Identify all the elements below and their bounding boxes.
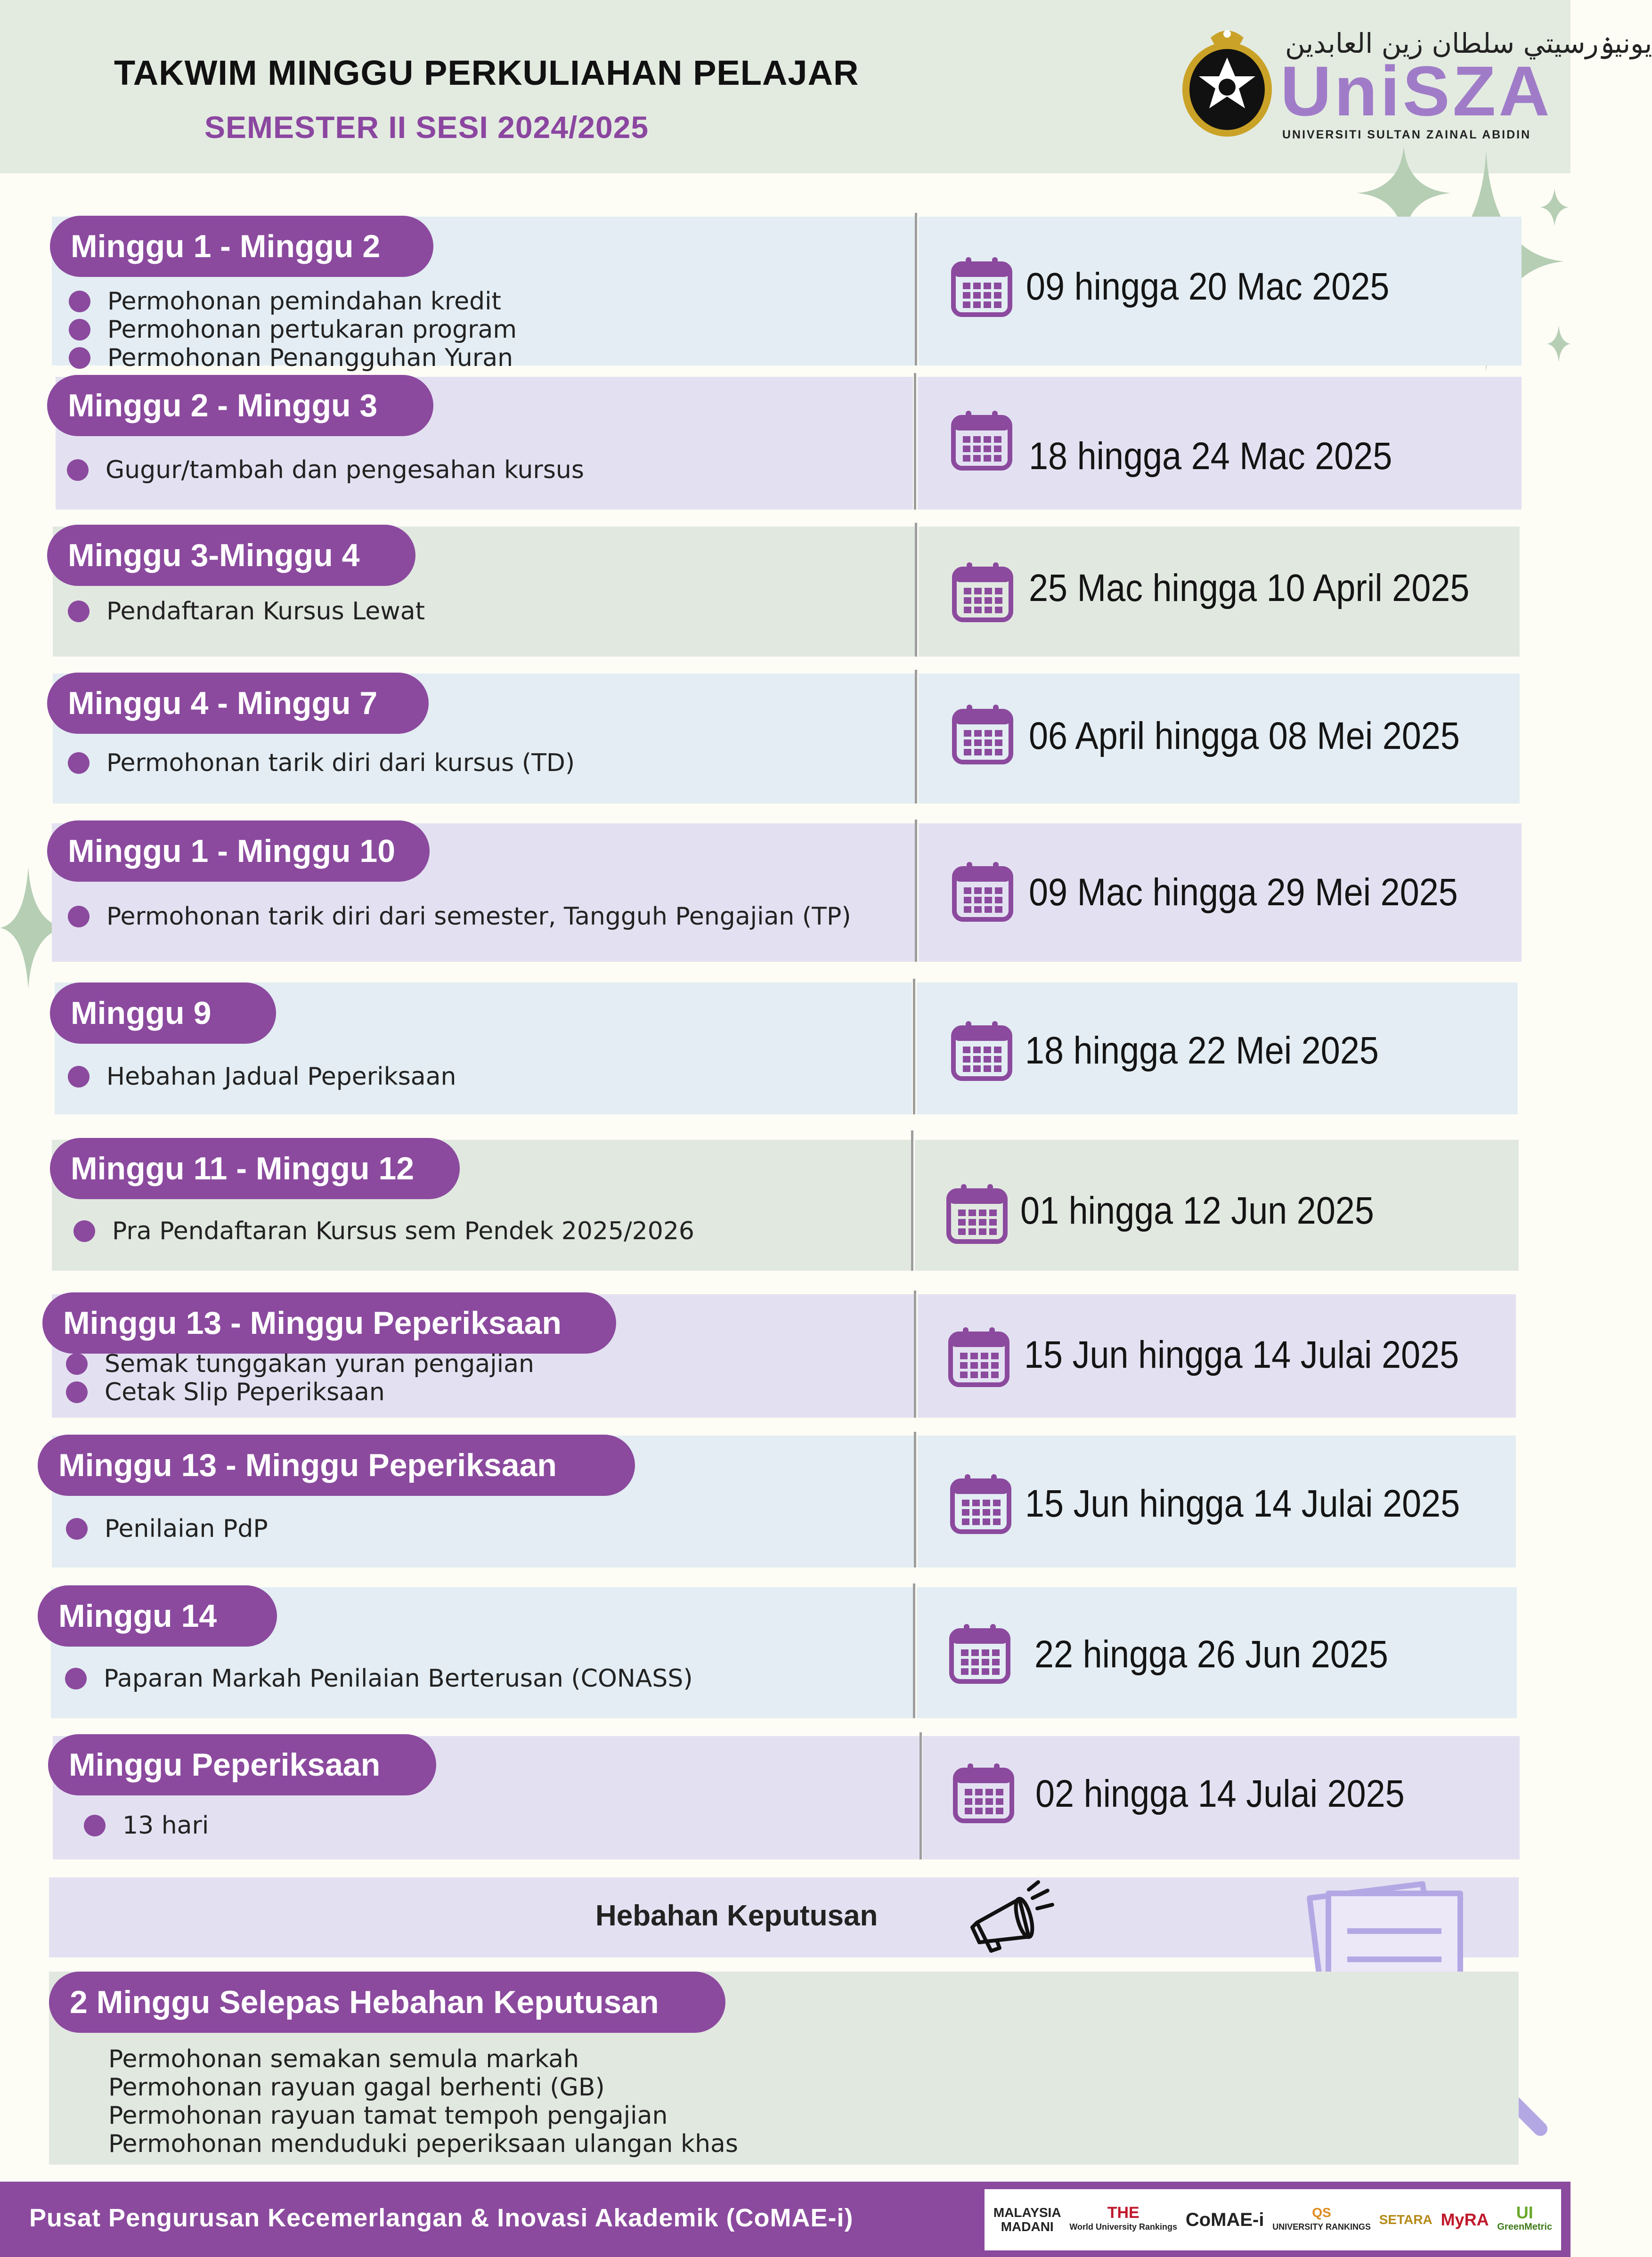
item-list: [108, 2045, 738, 2158]
list-item: Semak tunggakan yuran pengajian: [66, 1350, 534, 1378]
crest-icon: [1178, 24, 1277, 141]
item-list: [69, 287, 517, 372]
schedule-row: [52, 823, 1522, 962]
list-item: Pra Pendaftaran Kursus sem Pendek 2025/2026: [73, 1217, 694, 1245]
bullet-icon: [68, 906, 90, 927]
item-list: [68, 597, 425, 625]
calendar-icon: [950, 408, 1014, 472]
week-pill: 2 Minggu Selepas Hebahan Keputusan: [49, 1972, 725, 2033]
partner-logo: MyRA: [1440, 2210, 1489, 2229]
list-item: Hebahan Jadual Peperiksaan: [68, 1063, 456, 1091]
calendar-icon: [951, 702, 1015, 766]
logo-wordmark: UniSZA: [1280, 51, 1553, 130]
list-item: Cetak Slip Peperiksaan: [66, 1378, 534, 1406]
list-item: Paparan Markah Penilaian Berterusan (CONASS): [65, 1664, 693, 1693]
week-pill: Minggu 1 - Minggu 10: [47, 820, 430, 882]
calendar-icon: [945, 1181, 1009, 1245]
week-pill: Minggu 3-Minggu 4: [47, 525, 415, 586]
bullet-icon: [69, 291, 90, 312]
list-item: Permohonan Penangguhan Yuran: [69, 344, 517, 372]
date-range: 18 hingga 22 Mei 2025: [1025, 1029, 1379, 1072]
list-item: Permohonan semakan semula markah: [108, 2045, 579, 2073]
schedule-row: [52, 1294, 1516, 1418]
item-list: [84, 1811, 209, 1840]
item-list: [66, 1350, 534, 1406]
schedule-row: [53, 527, 1520, 657]
list-item: Penilaian PdP: [66, 1515, 268, 1543]
sparkle-icon: [1547, 325, 1571, 363]
bullet-icon: [68, 752, 90, 774]
week-pill: Minggu 13 - Minggu Peperiksaan: [42, 1292, 616, 1354]
list-item: Permohonan tarik diri dari kursus (TD): [68, 749, 575, 777]
schedule-row: [55, 982, 1518, 1114]
week-pill: Minggu 1 - Minggu 2: [50, 216, 433, 277]
partner-logo: SETARA: [1379, 2212, 1432, 2227]
bullet-icon: [73, 1220, 95, 1242]
megaphone-icon: [958, 1880, 1057, 1956]
item-list: [65, 1664, 693, 1693]
item-list: [68, 902, 851, 931]
list-item: Pendaftaran Kursus Lewat: [68, 597, 425, 625]
logo-fullname: UNIVERSITI SULTAN ZAINAL ABIDIN: [1282, 128, 1531, 141]
calendar-icon: [951, 859, 1015, 923]
item-list: [68, 1063, 456, 1091]
week-pill: Minggu 14: [38, 1585, 277, 1647]
footer: [0, 2182, 1571, 2257]
date-range: 09 Mac hingga 29 Mei 2025: [1029, 871, 1458, 914]
page-subtitle: SEMESTER II SESI 2024/2025: [204, 110, 649, 145]
university-logo: [1178, 19, 1652, 141]
schedule-row: [52, 1140, 1519, 1271]
list-item: Permohonan tarik diri dari semester, Tangguh Pengajian (TP): [68, 902, 851, 931]
partner-logos: [985, 2189, 1561, 2250]
partner-logo: CoMAE-i: [1185, 2209, 1264, 2230]
schedule-row: [52, 1436, 1516, 1567]
schedule-row: [52, 217, 1522, 372]
bullet-icon: [66, 1381, 88, 1403]
partner-logo: MALAYSIA MADANI: [993, 2205, 1061, 2234]
date-range: 18 hingga 24 Mac 2025: [1029, 435, 1392, 478]
week-pill: Minggu 2 - Minggu 3: [47, 375, 433, 436]
partner-logo: QS UNIVERSITY RANKINGS: [1272, 2205, 1371, 2232]
item-list: [67, 456, 584, 484]
item-list: [73, 1217, 694, 1245]
logo-arabic-text: يونيۏرسيتي سلطان زين العابدين: [1285, 27, 1652, 59]
schedule-row: [56, 377, 1522, 510]
schedule-row: [53, 674, 1520, 804]
partner-logo: UI GreenMetric: [1497, 2203, 1553, 2232]
list-item: Permohonan menduduki peperiksaan ulangan khas: [108, 2130, 738, 2158]
item-list: [68, 749, 575, 777]
calendar-icon: [947, 1324, 1011, 1388]
bullet-icon: [66, 1518, 88, 1540]
footer-text: Pusat Pengurusan Kecemerlangan & Inovasi Akademik (CoMAE-i): [29, 2204, 854, 2232]
list-item: Permohonan pertukaran program: [69, 316, 517, 344]
week-pill: Minggu 9: [50, 982, 276, 1044]
calendar-icon: [952, 1761, 1016, 1825]
bullet-icon: [69, 319, 90, 341]
week-pill: Minggu 4 - Minggu 7: [47, 673, 429, 734]
calendar-icon: [950, 1018, 1014, 1082]
date-range: 01 hingga 12 Jun 2025: [1020, 1189, 1374, 1232]
bullet-icon: [68, 601, 90, 622]
schedule-row: [51, 1587, 1517, 1718]
bullet-icon: [84, 1815, 106, 1836]
date-range: 06 April hingga 08 Mei 2025: [1029, 714, 1460, 757]
page-title: TAKWIM MINGGU PERKULIAHAN PELAJAR: [114, 53, 859, 92]
calendar-icon: [951, 560, 1015, 624]
date-range: 22 hingga 26 Jun 2025: [1034, 1633, 1388, 1676]
list-item: Permohonan rayuan tamat tempoh pengajian: [108, 2102, 668, 2130]
bullet-icon: [66, 1353, 88, 1375]
list-item: Permohonan pemindahan kredit: [69, 287, 517, 316]
list-item: Gugur/tambah dan pengesahan kursus: [67, 456, 584, 484]
week-pill: Minggu 11 - Minggu 12: [50, 1138, 460, 1199]
date-range: 02 hingga 14 Julai 2025: [1035, 1772, 1405, 1815]
calendar-icon: [950, 254, 1014, 318]
calendar-icon: [949, 1471, 1013, 1535]
date-range: 25 Mac hingga 10 April 2025: [1029, 567, 1470, 609]
calendar-icon: [948, 1621, 1012, 1685]
bullet-icon: [69, 347, 90, 369]
week-pill: Minggu Peperiksaan: [48, 1734, 436, 1795]
week-pill: Minggu 13 - Minggu Peperiksaan: [38, 1435, 635, 1496]
after-results-block: [49, 1972, 1519, 2165]
partner-logo: THE World University Rankings: [1069, 2204, 1178, 2232]
item-list: [66, 1515, 268, 1543]
date-range: 09 hingga 20 Mac 2025: [1026, 265, 1390, 308]
date-range: 15 Jun hingga 14 Julai 2025: [1024, 1333, 1459, 1376]
results-announcement-label: Hebahan Keputusan: [595, 1900, 878, 1932]
list-item: Permohonan rayuan gagal berhenti (GB): [108, 2073, 605, 2102]
schedule-row: [53, 1736, 1520, 1859]
bullet-icon: [65, 1668, 87, 1689]
date-range: 15 Jun hingga 14 Julai 2025: [1025, 1482, 1460, 1525]
sparkle-icon: [1540, 188, 1569, 226]
bullet-icon: [68, 1066, 90, 1088]
page-header: [0, 0, 1652, 173]
bullet-icon: [67, 459, 89, 481]
list-item: 13 hari: [84, 1811, 209, 1840]
